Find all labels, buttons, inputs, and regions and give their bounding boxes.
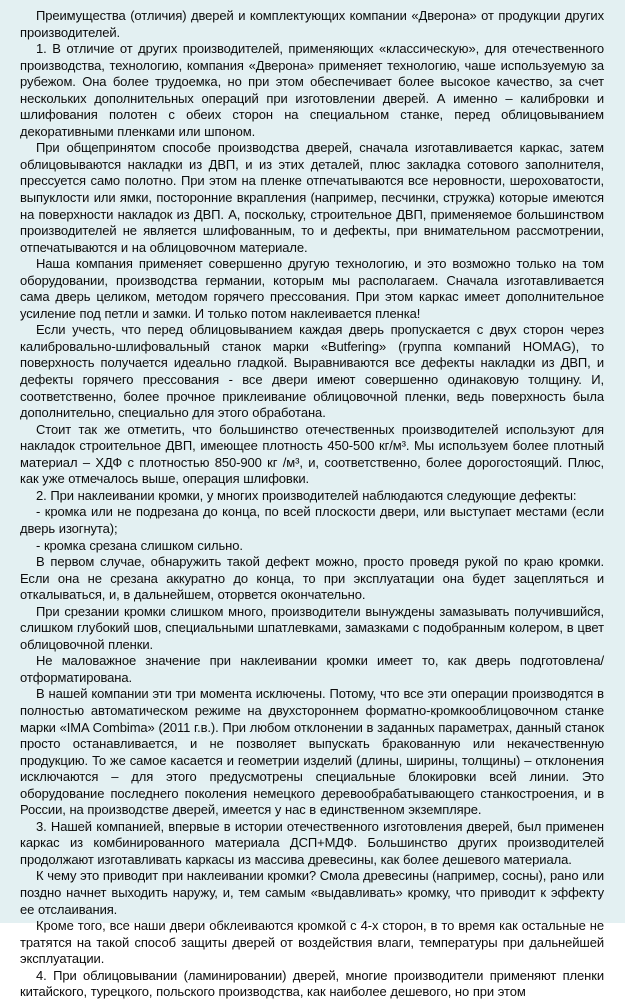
paragraph: Не маловажное значение при наклеивании кромки имеет то, как дверь подготовлена/отформатирована. [20,653,604,685]
paragraph: Кроме того, все наши двери обклеиваются кромкой с 4-х сторон, в то время как остальные не тратятся на такой способ защиты дверей от воздействия влаги, температуры при дальнейшей эксплуатации. [20,918,604,967]
paragraph: При общепринятом способе производства дверей, сначала изготавливается каркас, затем облицовываются накладки из ДВП, и из этих деталей, плюс закладка сотового заполнителя, прессуется само полотно. При этом на пленке отпечатываются все неровности, шероховатости, выпуклости или ямки, посторонние вкрапления (например, песчинки, стружка) которые имеются на поверхности накладок из ДВП. А, поскольку, строительное ДВП, применяемое большинством производителей не является шлифованным, то и дефекты, при внимательном рассмотрении, отпечатываются и на облицовочном материале. [20,140,604,255]
paragraph: 4. При облицовывании (ламинировании) дверей, многие производители применяют пленки китайского, турецкого, польского производства, как наиболее дешевого, но при этом [20,967,604,1000]
paragraph: Стоит так же отметить, что большинство отечественных производителей используют для накладок строительное ДВП, имеющее плотность 450-500 кг/м³. Мы используем более плотный материал – ХДФ с плотностью 850-900 кг /м³, и, соответственно, более дорогостоящий. Плюс, как уже отмечалось выше, операция шлифовки. [20,421,604,487]
paragraph: - кромка срезана слишком сильно. [36,537,243,553]
paragraph: Если учесть, что перед облицовыванием каждая дверь пропускается с двух сторон через калибровально-шлифовальный станок марки «Butfering» (группа компаний HOMAG), то поверхность получается идеально гладкой. Выравниваются все дефекты накладки из ДВП, и дефекты горячего прессования - все двери имеют совершенно одинаковую толщину. И, соответственно, более прочное приклеивание облицовочной пленки, ведь поверхность была дополнительно, специально для этого обработана. [20,322,604,421]
paragraph: В нашей компании эти три момента исключены. Потому, что все эти операции производятся в полностью автоматическом режиме на двухстороннем форматно-кромкооблицовочном станке марки «IMA Combima» (2011 г.в.). При любом отклонении в заданных параметрах, данный станок просто останавливается, и не позволяет выпускать бракованную или некачественную продукцию. То же самое касается и геометрии изделий (длины, ширины, толщины) – отклонения исключаются – для этого предусмотрены специальные блокировки всей линии. Это оборудование последнего поколения немецкого деревообрабатывающего станкостроения, и в России, на производстве дверей, имеется у нас в единственном экземпляре. [20,686,604,818]
paragraph: 2. При наклеивании кромки, у многих производителей наблюдаются следующие дефекты: [36,487,577,503]
paragraph: 3. Нашей компанией, впервые в истории отечественного изготовления дверей, был применен каркас из комбинированного материала ДСП+МДФ. Большинство других производителей продолжают изготавливать каркасы из массива древесины, как более дешевого материала. [20,818,604,867]
paragraph: 1. В отличие от других производителей, применяющих «классическую», для отечественного производства, технологию, компания «Дверона» применяет технологию, чаше используемую за рубежом. Она более трудоемка, но при этом обеспечивает более высокое качество, за счет нескольких дополнительных операций при изготовлении дверей. А именно – калибровки и шлифования полотен с обеих сторон на специальном станке, перед облицовыванием декоративными пленками или шпоном. [20,41,604,139]
document-body [20,8,604,1001]
paragraph: К чему это приводит при наклеивании кромки? Смола древесины (например, сосны), рано или поздно начнет выходить наружу, и, тем самым «выдавливать» кромку, что приводит к эффекту ее отслаивания. [20,868,604,917]
paragraph: - кромка или не подрезана до конца, по всей плоскости двери, или выступает местами (если дверь изогнута); [20,504,604,536]
paragraph: Преимущества (отличия) дверей и комплектующих компании «Дверона» от продукции других производителей. [20,8,604,40]
paragraph: Наша компания применяет совершенно другую технологию, и это возможно только на том оборудовании, производства германии, которым мы располагаем. Сначала изготавливается сама дверь целиком, методом горячего прессования. При этом каркас имеет дополнительное усиление под петли и замки. И только потом наклеивается пленка! [20,256,604,321]
paragraph: При срезании кромки слишком много, производители вынуждены замазывать получившийся, слишком глубокий шов, специальными шпатлевками, замазками с подобранным колером, в цвет облицовочной пленки. [20,603,604,652]
paragraph: В первом случае, обнаружить такой дефект можно, просто проведя рукой по краю кромки. Если она не срезана аккуратно до конца, то при эксплуатации она будет зацепляться и откалываться, и, в дальнейшем, оторвется окончательно. [20,554,604,603]
